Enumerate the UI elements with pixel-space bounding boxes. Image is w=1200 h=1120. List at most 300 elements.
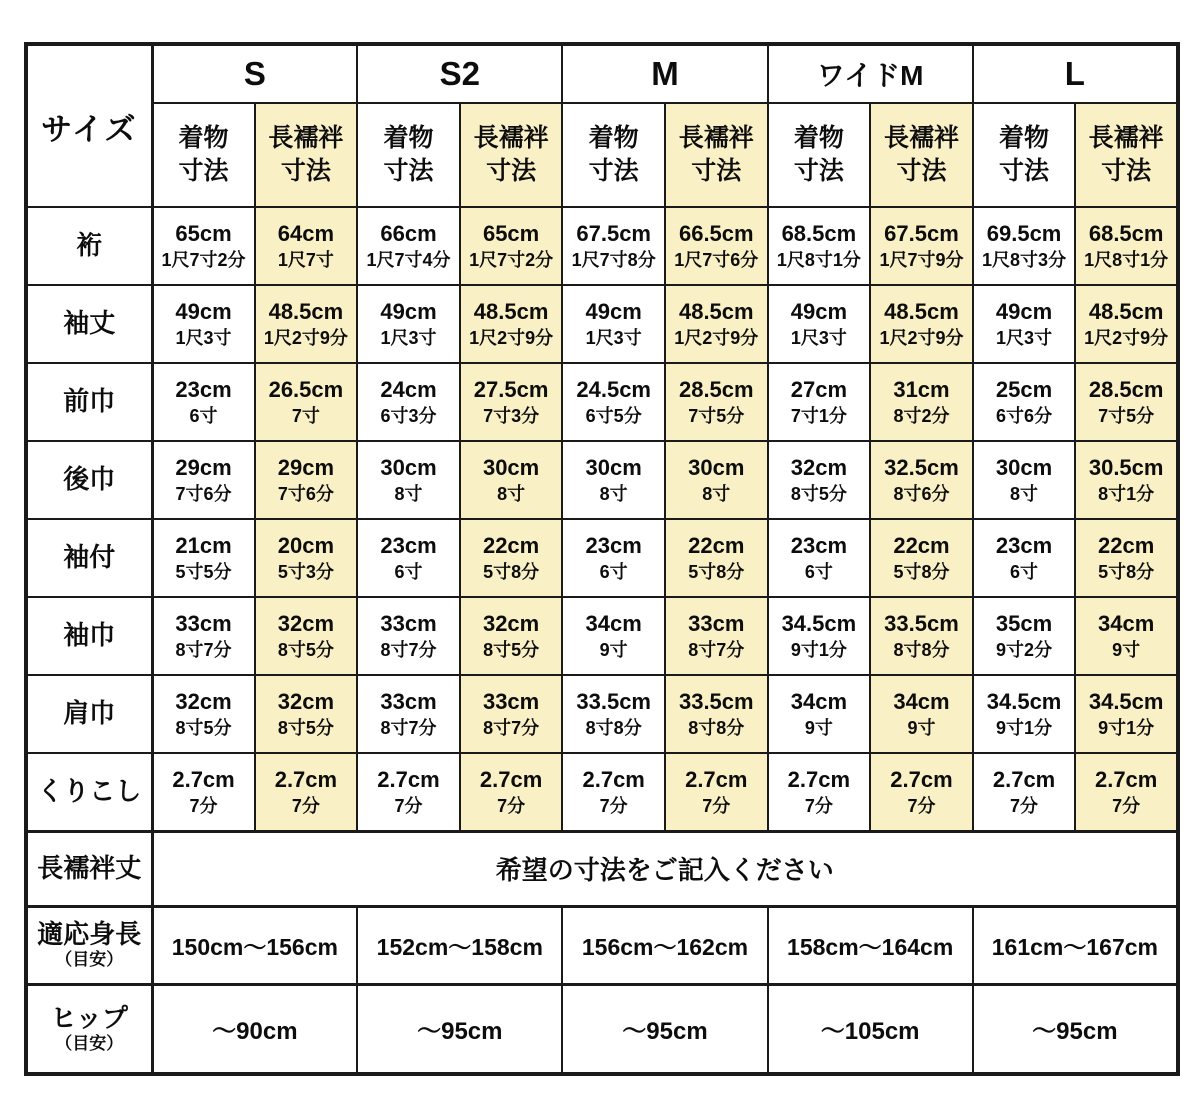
measurement-cm-value: 2.7cm — [685, 767, 748, 793]
measurement-cm-value: 48.5cm — [268, 299, 344, 325]
measurement-cm-value: 34cm — [585, 611, 642, 637]
measurement-shaku-value: 1尺2寸9分 — [469, 328, 554, 349]
subheader-kimono — [562, 103, 665, 207]
measurement-shaku-value: 1尺3寸 — [790, 328, 847, 349]
measurement-shaku-value: 1尺2寸9分 — [263, 328, 348, 349]
measurement-cm-value: 32.5cm — [884, 455, 959, 481]
subheader-nagajuban-line: 長襦袢 — [473, 124, 549, 152]
measurement-shaku-value: 7寸3分 — [483, 406, 540, 427]
measurement-shaku-value: 1尺7寸2分 — [469, 250, 554, 271]
measurement-cm-value: 33.5cm — [884, 611, 959, 637]
subheader-kimono — [973, 103, 1076, 207]
measurement-cell — [973, 207, 1076, 285]
measurement-cell — [1075, 519, 1178, 597]
measurement-cm-value: 2.7cm — [582, 767, 645, 793]
measurement-cell — [870, 441, 973, 519]
measurement-cell — [357, 207, 460, 285]
measurement-cm-value: 26.5cm — [268, 377, 344, 403]
measurement-cell — [357, 675, 460, 753]
measurement-cm-value: 68.5cm — [781, 221, 857, 247]
measurement-cm-value: 34.5cm — [986, 689, 1062, 715]
measurement-shaku-value: 7分 — [189, 795, 218, 816]
measurement-shaku-value: 8寸5分 — [790, 484, 847, 505]
measurement-shaku-value: 5寸8分 — [1098, 562, 1155, 583]
measurement-cm-value: 49cm — [995, 299, 1053, 325]
measurement-shaku-value: 8寸 — [1010, 484, 1039, 505]
measurement-cell — [460, 675, 563, 753]
measurement-cm-value: 49cm — [380, 299, 437, 325]
subheader-nagajuban-line: 長襦袢 — [268, 124, 344, 152]
measurement-shaku-value: 7分 — [907, 795, 936, 816]
measurement-cm-value: 68.5cm — [1088, 221, 1164, 247]
measurement-cm-value: 23cm — [585, 533, 642, 559]
measurement-cell — [152, 753, 255, 831]
subheader-kimono-line: 着物 — [383, 124, 434, 152]
subheader-kimono-line: 寸法 — [383, 157, 434, 185]
subheader-nagajuban-line: 寸法 — [691, 157, 742, 185]
subheader-kimono — [357, 103, 460, 207]
measurement-cm-value: 48.5cm — [884, 299, 959, 325]
measurement-shaku-value: 9寸1分 — [996, 718, 1053, 739]
measurement-shaku-value: 1尺8寸1分 — [776, 250, 861, 271]
row-header: 袖巾 — [26, 597, 152, 675]
measurement-shaku-value: 9寸1分 — [790, 640, 847, 661]
size-column-header-4: ワイドM — [768, 44, 973, 103]
measurement-shaku-value: 1尺7寸2分 — [161, 250, 246, 271]
measurement-shaku-value: 8寸7分 — [175, 640, 232, 661]
measurement-cm-value: 48.5cm — [1088, 299, 1164, 325]
hip-range-cell: ～90cm — [152, 984, 357, 1074]
measurement-cell — [1075, 441, 1178, 519]
row-header: 前巾 — [26, 363, 152, 441]
measurement-cell — [870, 675, 973, 753]
measurement-cm-value: 31cm — [893, 377, 950, 403]
measurement-cm-value: 30.5cm — [1088, 455, 1164, 481]
measurement-cell — [1075, 753, 1178, 831]
measurement-shaku-value: 8寸 — [599, 484, 628, 505]
measurement-cell — [152, 675, 255, 753]
subheader-nagajuban-line: 長襦袢 — [678, 124, 754, 152]
measurement-cm-value: 30cm — [380, 455, 437, 481]
kimono-size-table — [24, 42, 1180, 1076]
measurement-cm-value: 27.5cm — [473, 377, 549, 403]
measurement-cell — [665, 363, 768, 441]
measurement-cm-value: 67.5cm — [884, 221, 959, 247]
measurement-cell — [255, 519, 358, 597]
measurement-cm-value: 33.5cm — [678, 689, 754, 715]
measurement-shaku-value: 7寸5分 — [688, 406, 745, 427]
row-header: 後巾 — [26, 441, 152, 519]
measurement-cm-value: 22cm — [893, 533, 950, 559]
measurement-cell — [255, 753, 358, 831]
measurement-cell — [357, 363, 460, 441]
subheader-kimono — [768, 103, 871, 207]
measurement-cm-value: 32cm — [790, 455, 848, 481]
measurement-cell — [357, 519, 460, 597]
measurement-cm-value: 34cm — [790, 689, 848, 715]
subheader-nagajuban-line: 長襦袢 — [1088, 124, 1164, 152]
measurement-cell — [152, 207, 255, 285]
height-range-cell: 150cm～156cm — [152, 906, 357, 984]
subheader-nagajuban-line: 長襦袢 — [883, 124, 959, 152]
subheader-kimono-line: 着物 — [178, 124, 229, 152]
measurement-shaku-value: 1尺2寸9分 — [879, 328, 964, 349]
measurement-shaku-value: 6寸 — [1010, 562, 1039, 583]
measurement-shaku-value: 8寸7分 — [380, 718, 437, 739]
measurement-cell — [768, 285, 871, 363]
measurement-shaku-value: 7分 — [1010, 795, 1039, 816]
measurement-cm-value: 2.7cm — [172, 767, 235, 793]
measurement-cm-value: 67.5cm — [576, 221, 651, 247]
measurement-cell — [562, 519, 665, 597]
measurement-cm-value: 64cm — [277, 221, 335, 247]
measurement-cell — [1075, 597, 1178, 675]
measurement-cell — [870, 519, 973, 597]
measurement-shaku-value: 8寸6分 — [893, 484, 950, 505]
measurement-cell — [460, 207, 563, 285]
measurement-cell — [562, 207, 665, 285]
measurement-cm-value: 2.7cm — [992, 767, 1056, 793]
measurement-cell — [357, 285, 460, 363]
measurement-shaku-value: 7寸 — [291, 406, 320, 427]
measurement-cm-value: 29cm — [175, 455, 232, 481]
measurement-shaku-value: 9寸 — [599, 640, 628, 661]
measurement-cell — [460, 753, 563, 831]
measurement-shaku-value: 8寸8分 — [893, 640, 950, 661]
measurement-cell — [562, 753, 665, 831]
subheader-nagajuban-line: 寸法 — [896, 157, 947, 185]
measurement-cell — [562, 441, 665, 519]
subheader-kimono-line: 寸法 — [178, 157, 229, 185]
measurement-shaku-value: 1尺2寸9分 — [1084, 328, 1169, 349]
measurement-shaku-value: 9寸 — [907, 718, 936, 739]
measurement-cell — [768, 363, 871, 441]
measurement-cell — [973, 363, 1076, 441]
measurement-cell — [973, 441, 1076, 519]
measurement-cm-value: 22cm — [482, 533, 540, 559]
subheader-nagajuban — [870, 103, 973, 207]
subheader-kimono-line: 着物 — [999, 124, 1050, 152]
measurement-cm-value: 48.5cm — [678, 299, 754, 325]
subheader-kimono-line: 着物 — [793, 124, 844, 152]
measurement-cell — [870, 285, 973, 363]
measurement-cm-value: 2.7cm — [479, 767, 543, 793]
measurement-cm-value: 25cm — [995, 377, 1053, 403]
subheader-nagajuban-line: 寸法 — [1101, 157, 1152, 185]
measurement-shaku-value: 5寸5分 — [175, 562, 232, 583]
row-header — [26, 906, 152, 984]
subheader-nagajuban-line: 寸法 — [280, 157, 331, 185]
measurement-shaku-value: 1尺7寸 — [277, 250, 334, 271]
measurement-cell — [768, 597, 871, 675]
measurement-shaku-value: 6寸 — [804, 562, 833, 583]
measurement-cm-value: 2.7cm — [787, 767, 851, 793]
subheader-nagajuban-line: 寸法 — [486, 157, 537, 185]
height-range-cell: 156cm～162cm — [562, 906, 767, 984]
measurement-shaku-value: 8寸8分 — [688, 718, 745, 739]
measurement-cell — [973, 753, 1076, 831]
measurement-cm-value: 23cm — [175, 377, 232, 403]
subheader-kimono-line: 寸法 — [793, 157, 844, 185]
measurement-shaku-value: 5寸8分 — [483, 562, 540, 583]
measurement-cell — [357, 597, 460, 675]
measurement-cell — [460, 519, 563, 597]
measurement-shaku-value: 8寸5分 — [175, 718, 232, 739]
measurement-cm-value: 30cm — [995, 455, 1053, 481]
row-header: 袖付 — [26, 519, 152, 597]
measurement-shaku-value: 1尺3寸 — [585, 328, 642, 349]
measurement-shaku-value: 8寸1分 — [1098, 484, 1155, 505]
measurement-cm-value: 33cm — [688, 611, 745, 637]
measurement-cm-value: 2.7cm — [890, 767, 953, 793]
row-header: 肩巾 — [26, 675, 152, 753]
row-header: 裄 — [26, 207, 152, 285]
measurement-shaku-value: 8寸 — [702, 484, 731, 505]
measurement-shaku-value: 1尺3寸 — [380, 328, 437, 349]
hip-range-cell: ～95cm — [357, 984, 562, 1074]
measurement-cm-value: 20cm — [277, 533, 335, 559]
measurement-cell — [1075, 207, 1178, 285]
measurement-shaku-value: 9寸 — [804, 718, 833, 739]
measurement-cell — [1075, 363, 1178, 441]
measurement-cell — [1075, 285, 1178, 363]
measurement-cm-value: 33cm — [380, 611, 437, 637]
measurement-shaku-value: 7寸5分 — [1098, 406, 1155, 427]
measurement-cm-value: 27cm — [790, 377, 848, 403]
measurement-cell — [357, 441, 460, 519]
measurement-cell — [665, 753, 768, 831]
measurement-cell — [973, 519, 1076, 597]
measurement-cell — [665, 441, 768, 519]
measurement-shaku-value: 8寸2分 — [893, 406, 950, 427]
measurement-cm-value: 22cm — [688, 533, 745, 559]
measurement-shaku-value: 7分 — [394, 795, 423, 816]
measurement-shaku-value: 5寸3分 — [277, 562, 334, 583]
measurement-cm-value: 28.5cm — [1088, 377, 1164, 403]
measurement-cell — [357, 753, 460, 831]
measurement-shaku-value: 6寸5分 — [585, 406, 642, 427]
measurement-shaku-value: 7寸6分 — [175, 484, 232, 505]
measurement-cm-value: 24cm — [380, 377, 437, 403]
subheader-nagajuban — [665, 103, 768, 207]
measurement-shaku-value: 5寸8分 — [688, 562, 745, 583]
measurement-cell — [460, 597, 563, 675]
measurement-shaku-value: 1尺3寸 — [996, 328, 1053, 349]
measurement-shaku-value: 7寸1分 — [790, 406, 847, 427]
measurement-shaku-value: 1尺2寸9分 — [674, 328, 759, 349]
note-cell: 希望の寸法をご記入ください — [152, 831, 1178, 906]
subheader-nagajuban — [255, 103, 358, 207]
measurement-shaku-value: 9寸 — [1112, 640, 1141, 661]
measurement-shaku-value: 7分 — [702, 795, 731, 816]
measurement-shaku-value: 6寸3分 — [380, 406, 437, 427]
measurement-cell — [973, 597, 1076, 675]
measurement-cm-value: 48.5cm — [473, 299, 549, 325]
corner-label: サイズ — [26, 44, 152, 207]
measurement-cm-value: 23cm — [790, 533, 848, 559]
measurement-cm-value: 23cm — [995, 533, 1053, 559]
measurement-cell — [152, 285, 255, 363]
measurement-shaku-value: 1尺7寸4分 — [366, 250, 451, 271]
measurement-shaku-value: 6寸 — [394, 562, 423, 583]
measurement-cm-value: 2.7cm — [274, 767, 338, 793]
row-header-label: 適応身長 — [37, 918, 142, 949]
subheader-nagajuban — [460, 103, 563, 207]
measurement-cell — [152, 363, 255, 441]
row-header — [26, 984, 152, 1074]
measurement-cm-value: 33.5cm — [576, 689, 651, 715]
measurement-cell — [562, 675, 665, 753]
measurement-shaku-value: 8寸7分 — [688, 640, 745, 661]
measurement-cell — [255, 597, 358, 675]
measurement-cm-value: 24.5cm — [576, 377, 651, 403]
measurement-cell — [973, 285, 1076, 363]
measurement-cell — [152, 519, 255, 597]
measurement-cm-value: 32cm — [175, 689, 232, 715]
measurement-cell — [665, 675, 768, 753]
measurement-cell — [255, 675, 358, 753]
size-column-header-5: L — [973, 44, 1178, 103]
measurement-cell — [1075, 675, 1178, 753]
measurement-cell — [870, 597, 973, 675]
measurement-shaku-value: 1尺8寸3分 — [982, 250, 1067, 271]
measurement-cell — [768, 441, 871, 519]
measurement-cm-value: 2.7cm — [377, 767, 440, 793]
measurement-cm-value: 49cm — [790, 299, 848, 325]
measurement-cell — [768, 519, 871, 597]
measurement-cm-value: 33cm — [482, 689, 540, 715]
measurement-cell — [870, 363, 973, 441]
measurement-cm-value: 28.5cm — [678, 377, 754, 403]
measurement-cm-value: 66cm — [380, 221, 437, 247]
measurement-cm-value: 66.5cm — [678, 221, 754, 247]
hip-range-cell: ～105cm — [768, 984, 973, 1074]
measurement-shaku-value: 8寸 — [394, 484, 423, 505]
measurement-shaku-value: 9寸1分 — [1098, 718, 1155, 739]
measurement-cm-value: 21cm — [175, 533, 232, 559]
measurement-shaku-value: 8寸8分 — [585, 718, 642, 739]
measurement-cm-value: 65cm — [482, 221, 540, 247]
subheader-kimono-line: 寸法 — [999, 157, 1050, 185]
measurement-cm-value: 29cm — [277, 455, 335, 481]
measurement-cell — [768, 675, 871, 753]
measurement-shaku-value: 7分 — [599, 795, 628, 816]
subheader-kimono-line: 寸法 — [588, 157, 639, 185]
measurement-cm-value: 33cm — [175, 611, 232, 637]
measurement-cell — [870, 753, 973, 831]
measurement-shaku-value: 1尺3寸 — [175, 328, 232, 349]
hip-range-cell: ～95cm — [973, 984, 1178, 1074]
measurement-cm-value: 32cm — [277, 611, 335, 637]
row-header-label: ヒップ — [50, 1002, 128, 1033]
measurement-shaku-value: 8寸5分 — [483, 640, 540, 661]
subheader-nagajuban — [1075, 103, 1178, 207]
measurement-cm-value: 33cm — [380, 689, 437, 715]
size-column-header-1: S — [152, 44, 357, 103]
measurement-cell — [665, 285, 768, 363]
measurement-cm-value: 22cm — [1098, 533, 1155, 559]
measurement-cm-value: 49cm — [585, 299, 642, 325]
measurement-cm-value: 23cm — [380, 533, 437, 559]
measurement-shaku-value: 8寸7分 — [380, 640, 437, 661]
measurement-cell — [562, 285, 665, 363]
measurement-shaku-value: 8寸5分 — [277, 718, 334, 739]
measurement-cell — [870, 207, 973, 285]
measurement-cm-value: 2.7cm — [1094, 767, 1158, 793]
measurement-cell — [255, 363, 358, 441]
measurement-cm-value: 69.5cm — [986, 221, 1062, 247]
measurement-cell — [460, 285, 563, 363]
measurement-cell — [460, 363, 563, 441]
measurement-cell — [255, 285, 358, 363]
measurement-cm-value: 35cm — [995, 611, 1053, 637]
measurement-shaku-value: 7寸6分 — [277, 484, 334, 505]
measurement-shaku-value: 7分 — [291, 795, 320, 816]
row-header-sublabel: （目安） — [55, 949, 124, 969]
measurement-cm-value: 30cm — [585, 455, 642, 481]
measurement-cell — [460, 441, 563, 519]
measurement-cell — [255, 441, 358, 519]
measurement-cell — [255, 207, 358, 285]
measurement-cm-value: 34.5cm — [1088, 689, 1164, 715]
measurement-cell — [665, 519, 768, 597]
measurement-shaku-value: 8寸 — [497, 484, 526, 505]
measurement-cell — [768, 207, 871, 285]
measurement-shaku-value: 8寸7分 — [483, 718, 540, 739]
measurement-cm-value: 32cm — [482, 611, 540, 637]
measurement-shaku-value: 1尺7寸9分 — [879, 250, 964, 271]
measurement-cm-value: 30cm — [688, 455, 745, 481]
measurement-shaku-value: 9寸2分 — [996, 640, 1053, 661]
measurement-cell — [152, 441, 255, 519]
measurement-cell — [973, 675, 1076, 753]
measurement-cell — [562, 597, 665, 675]
measurement-cm-value: 34.5cm — [781, 611, 857, 637]
measurement-shaku-value: 5寸8分 — [893, 562, 950, 583]
measurement-shaku-value: 1尺7寸6分 — [674, 250, 759, 271]
measurement-cell — [152, 597, 255, 675]
subheader-kimono — [152, 103, 255, 207]
measurement-cell — [768, 753, 871, 831]
measurement-shaku-value: 7分 — [804, 795, 833, 816]
subheader-kimono-line: 着物 — [588, 124, 639, 152]
measurement-shaku-value: 6寸6分 — [996, 406, 1053, 427]
measurement-cm-value: 65cm — [175, 221, 232, 247]
row-header: くりこし — [26, 753, 152, 831]
measurement-cell — [562, 363, 665, 441]
row-header: 袖丈 — [26, 285, 152, 363]
measurement-cm-value: 34cm — [1098, 611, 1155, 637]
measurement-shaku-value: 6寸 — [599, 562, 628, 583]
height-range-cell: 161cm～167cm — [973, 906, 1178, 984]
measurement-cm-value: 49cm — [175, 299, 232, 325]
size-column-header-2: S2 — [357, 44, 562, 103]
measurement-shaku-value: 6寸 — [189, 406, 218, 427]
height-range-cell: 158cm～164cm — [768, 906, 973, 984]
row-header-sublabel: （目安） — [55, 1033, 124, 1053]
row-header: 長襦袢丈 — [26, 831, 152, 906]
measurement-cell — [665, 597, 768, 675]
measurement-shaku-value: 1尺7寸8分 — [571, 250, 656, 271]
hip-range-cell: ～95cm — [562, 984, 767, 1074]
measurement-cell — [665, 207, 768, 285]
measurement-shaku-value: 1尺8寸1分 — [1084, 250, 1169, 271]
measurement-shaku-value: 8寸5分 — [277, 640, 334, 661]
measurement-shaku-value: 7分 — [497, 795, 526, 816]
measurement-cm-value: 30cm — [482, 455, 540, 481]
measurement-cm-value: 34cm — [893, 689, 950, 715]
size-column-header-3: M — [562, 44, 767, 103]
